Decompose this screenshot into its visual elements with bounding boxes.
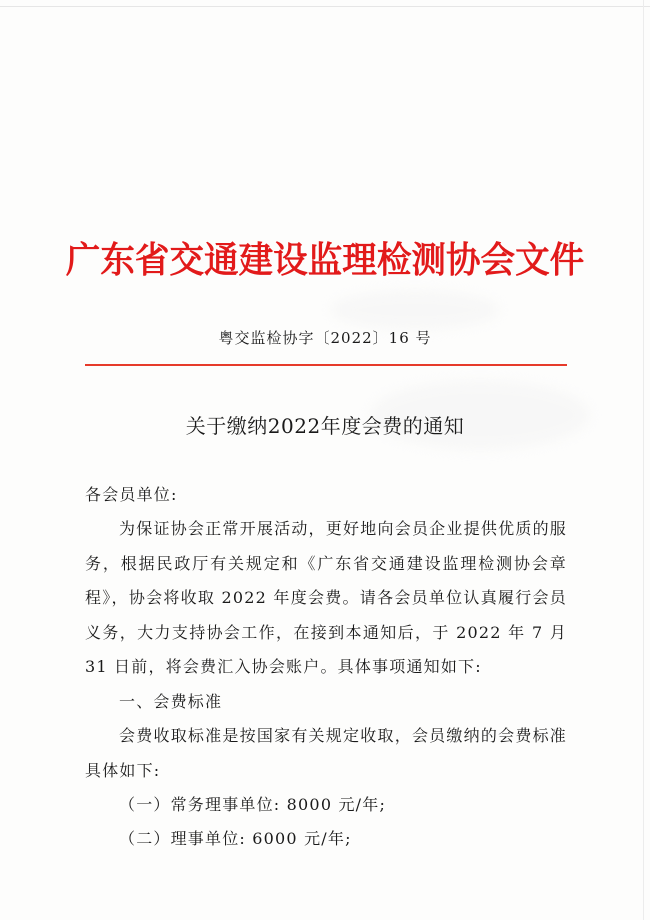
- section-heading-1: 一、会费标准: [119, 692, 223, 711]
- notice-title: 关于缴纳2022年度会费的通知: [185, 414, 465, 438]
- body-paragraph-2: 会费收取标准是按国家有关规定收取，会员缴纳的会费标准具体如下:: [85, 726, 567, 780]
- salutation: 各会员单位:: [85, 485, 178, 504]
- page-right-edge: [643, 0, 644, 920]
- red-divider-rule: [85, 364, 567, 366]
- document-number: 粤交监检协字〔2022〕16 号: [218, 329, 432, 347]
- issuer-header: 广东省交通建设监理检测协会文件: [65, 239, 585, 281]
- scan-bleed-mark: [330, 290, 500, 330]
- fee-item-2: （二）理事单位: 6000 元/年;: [119, 829, 352, 848]
- body-paragraph-1: 为保证协会正常开展活动，更好地向会员企业提供优质的服务，根据民政厅有关规定和《广东省交通建设监理检测协会章程》，协会将收取 2022 年度会费。请各会员单位认真履行会员义务，大力支持协会工作，在接到本通知后，于 2022 年 7 月 31 日前，将会费汇入协会账户。具体事项通知如下:: [85, 519, 567, 676]
- fee-item-1: （一）常务理事单位: 8000 元/年;: [119, 795, 387, 814]
- page-top-edge: [0, 6, 650, 7]
